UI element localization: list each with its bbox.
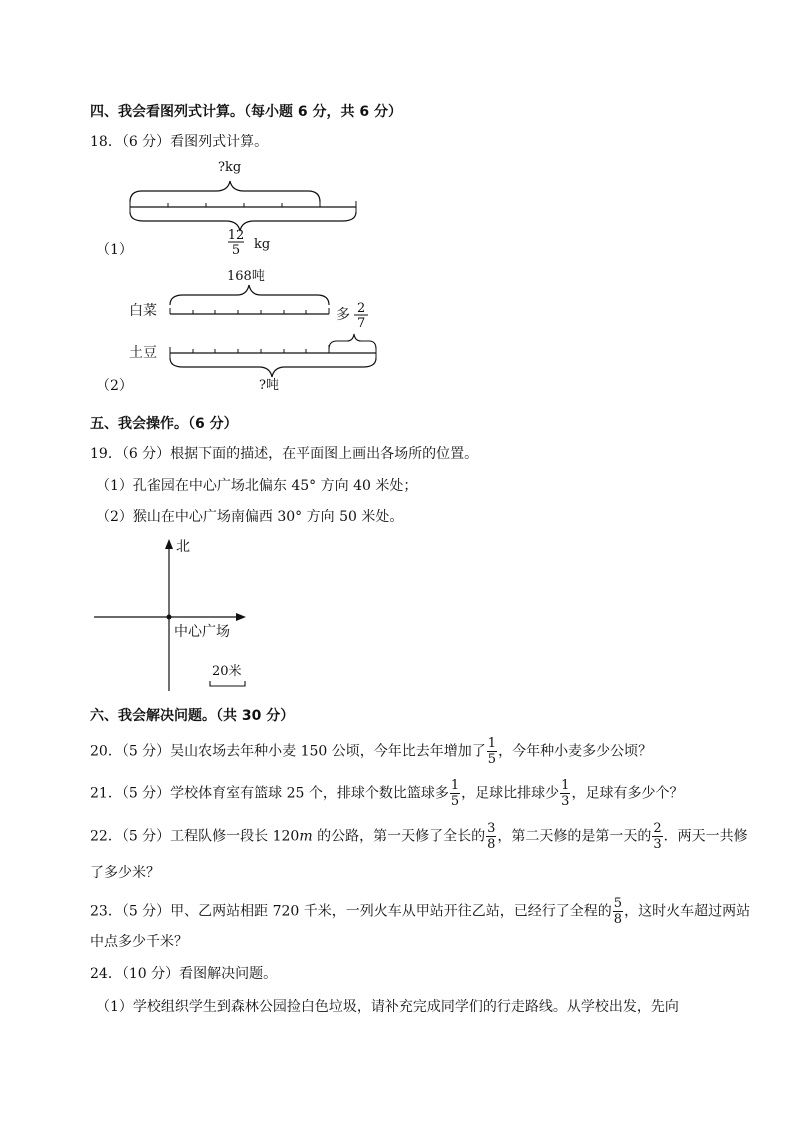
q18-bottom-num: 12 xyxy=(227,228,245,243)
q18-more-den: 7 xyxy=(357,316,366,331)
q18-top-brace xyxy=(130,181,320,202)
question-21: 21．（5 分）学校体育室有篮球 25 个，排球个数比篮球多 $\frac{1}{5}$ ，足球比排球少 $\frac{1}{3}$ ，足球有多少个？ xyxy=(90,778,684,809)
section-6-title: 六、我会解决问题。（共 30 分） xyxy=(90,708,295,724)
q18-row1-label: 白菜 xyxy=(129,303,157,319)
q18-part1-label: （1） xyxy=(96,242,133,258)
question-22: 22．（5 分）工程队修一段长 120m 的公路，第一天修了全长的 $\frac{3}{8}$ ，第二天修的是第一天的 $\frac{2}{3}$ ．两天一共修 xyxy=(90,821,748,852)
q24-item-1: （1）学校组织学生到森林公园捡白色垃圾，请补充完成同学们的行走路线。从学校出发，先向 xyxy=(96,999,679,1015)
q18-p2-top-label: 168吨 xyxy=(227,269,265,284)
q18-diagram-2 xyxy=(125,265,395,395)
question-20: 20．（5 分）吴山农场去年种小麦 150 公顷，今年比去年增加了 $\frac{1}{5}$ ，今年种小麦多少公顷？ xyxy=(90,736,653,767)
q18-top-label: ?kg xyxy=(218,160,242,175)
q18-more-num: 2 xyxy=(357,301,366,316)
q19-item-2: （2）猴山在中心广场南偏西 30° 方向 50 米处。 xyxy=(96,509,404,525)
question-23-line2: 中点多少千米？ xyxy=(90,934,188,950)
q19-plane xyxy=(90,535,260,695)
q19-item-1: （1）孔雀园在中心广场北偏东 45° 方向 40 米处； xyxy=(96,478,418,494)
q18-diagram-1 xyxy=(90,155,380,260)
question-22-line2: 了多少米？ xyxy=(90,865,160,881)
east-arrow-icon xyxy=(236,613,246,621)
north-arrow-icon xyxy=(165,539,173,549)
question-23: 23．（5 分）甲、乙两站相距 720 千米，一列火车从甲站开往乙站，已经行了全程的 $\frac{5}{8}$ ，这时火车超过两站 xyxy=(90,896,751,927)
center-label: 中心广场 xyxy=(174,624,230,640)
q18-bottom-den: 5 xyxy=(231,243,241,258)
q18-row2-label: 土豆 xyxy=(129,345,157,361)
scale-label: 20米 xyxy=(212,664,242,679)
q18-part2-label: （2） xyxy=(96,378,133,394)
section-4-title: 四、我会看图列式计算。（每小题 6 分，共 6 分） xyxy=(90,104,402,120)
question-24-stem: 24．（10 分）看图解决问题。 xyxy=(90,966,278,982)
q18-bottom-unit: kg xyxy=(254,237,271,252)
question-18-stem: 18．（6 分）看图列式计算。 xyxy=(90,134,269,150)
section-5-title: 五、我会操作。（6 分） xyxy=(90,416,238,432)
question-19-stem: 19．（6 分）根据下面的描述，在平面图上画出各场所的位置。 xyxy=(90,446,479,462)
scale-bar xyxy=(210,681,245,686)
north-label: 北 xyxy=(176,539,190,555)
center-point xyxy=(167,615,172,620)
q18-p2-bottom-label: ?吨 xyxy=(259,378,279,393)
q18-more-label: 多 xyxy=(336,307,350,323)
